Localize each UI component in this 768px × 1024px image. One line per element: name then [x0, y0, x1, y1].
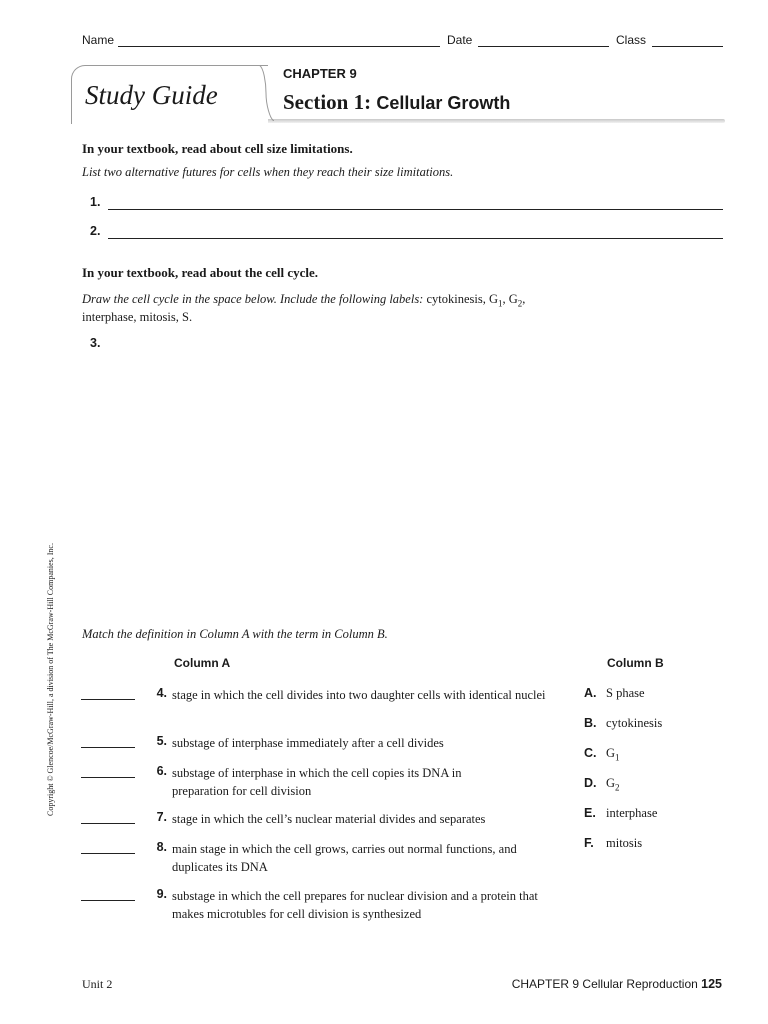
- part1-instruction: In your textbook, read about cell size limitations.: [82, 141, 353, 156]
- question-number: 5.: [156, 734, 167, 748]
- question-number: 8.: [156, 840, 167, 854]
- column-b-heading: Column B: [607, 656, 664, 670]
- option-term: interphase: [606, 806, 658, 820]
- answer-option: [584, 716, 662, 731]
- date-field[interactable]: [478, 46, 609, 47]
- part2-labels-line2: interphase, mitosis, S.: [82, 310, 193, 324]
- name-label: Name: [82, 33, 115, 47]
- option-term: G: [606, 776, 616, 790]
- option-letter: F.: [584, 836, 594, 850]
- answer-option: [584, 806, 657, 821]
- g1-subscript: 1: [498, 298, 503, 309]
- question-number: 9.: [156, 887, 167, 901]
- question-number: 4.: [156, 686, 167, 700]
- footer-unit: Unit 2: [82, 977, 113, 991]
- part2-prompt: [82, 292, 682, 309]
- class-field[interactable]: [652, 46, 723, 47]
- chapter-label: CHAPTER 9: [283, 66, 357, 81]
- answer-option: [584, 776, 620, 793]
- item-2-number: 2.: [90, 224, 101, 238]
- tab-curve-decoration: [258, 65, 274, 121]
- option-letter: C.: [584, 746, 597, 760]
- study-guide-title: Study Guide: [85, 80, 218, 110]
- option-letter: D.: [584, 776, 597, 790]
- part2-prompt-text: Draw the cell cycle in the space below. Include the following labels:: [82, 292, 424, 306]
- option-term: G: [606, 746, 616, 760]
- item-1-number: 1.: [90, 195, 101, 209]
- answer-option: [584, 686, 645, 701]
- copyright-notice: Copyright © Glencoe/McGraw-Hill, a division of The McGraw-Hill Companies, Inc.: [46, 543, 55, 816]
- answer-blank[interactable]: [81, 777, 135, 778]
- drawing-area[interactable]: [108, 355, 723, 615]
- question-text: stage in which the cell divides into two daughter cells with identical nuclei: [172, 688, 546, 702]
- part2-labels-c: ,: [522, 292, 526, 306]
- option-term: cytokinesis: [606, 716, 663, 730]
- option-term: mitosis: [606, 836, 643, 850]
- question-text: substage in which the cell prepares for nuclear division and a protein that makes microtubles for cell division is synthesized: [172, 889, 538, 921]
- date-label: Date: [447, 33, 473, 47]
- column-a-heading: Column A: [174, 656, 231, 670]
- question-number: 6.: [156, 764, 167, 778]
- answer-line-2[interactable]: [108, 238, 723, 239]
- match-instruction: Match the definition in Column A with the term in Column B.: [82, 627, 388, 641]
- answer-blank[interactable]: [81, 853, 135, 854]
- answer-line-1[interactable]: [108, 209, 723, 210]
- class-label: Class: [616, 33, 647, 47]
- answer-blank[interactable]: [81, 900, 135, 901]
- answer-blank[interactable]: [81, 823, 135, 824]
- question-text: substage of interphase immediately after a cell divides: [172, 736, 444, 750]
- option-letter: A.: [584, 686, 597, 700]
- footer-chapter-text: CHAPTER 9 Cellular Reproduction: [511, 977, 698, 991]
- question-text: main stage in which the cell grows, carries out normal functions, and duplicates its DNA: [172, 842, 517, 874]
- question-text: stage in which the cell’s nuclear material divides and separates: [172, 812, 486, 826]
- part2-instruction: In your textbook, read about the cell cycle.: [82, 265, 319, 280]
- option-letter: E.: [584, 806, 596, 820]
- answer-blank[interactable]: [81, 747, 135, 748]
- item-3-number: 3.: [90, 336, 101, 350]
- part2-labels-b: , G: [502, 292, 518, 306]
- name-field[interactable]: [118, 46, 440, 47]
- g2-subscript: 2: [517, 298, 523, 309]
- answer-blank[interactable]: [81, 699, 135, 700]
- option-subscript: 1: [615, 752, 620, 763]
- footer-chapter: [512, 977, 722, 991]
- section-heading: [283, 90, 510, 115]
- section-prefix: Section 1:: [283, 90, 372, 114]
- option-letter: B.: [584, 716, 597, 730]
- section-title: Cellular Growth: [376, 93, 511, 113]
- part1-prompt: List two alternative futures for cells when they reach their size limitations.: [82, 165, 454, 179]
- answer-option: [584, 746, 620, 763]
- question-text: substage of interphase in which the cell copies its DNA in preparation for cell division: [172, 766, 462, 798]
- question-number: 7.: [156, 810, 167, 824]
- page-number: 125: [701, 977, 722, 991]
- option-term: S phase: [606, 686, 645, 700]
- option-subscript: 2: [615, 782, 620, 793]
- answer-option: [584, 836, 642, 851]
- part2-labels-a: cytokinesis, G: [426, 292, 499, 306]
